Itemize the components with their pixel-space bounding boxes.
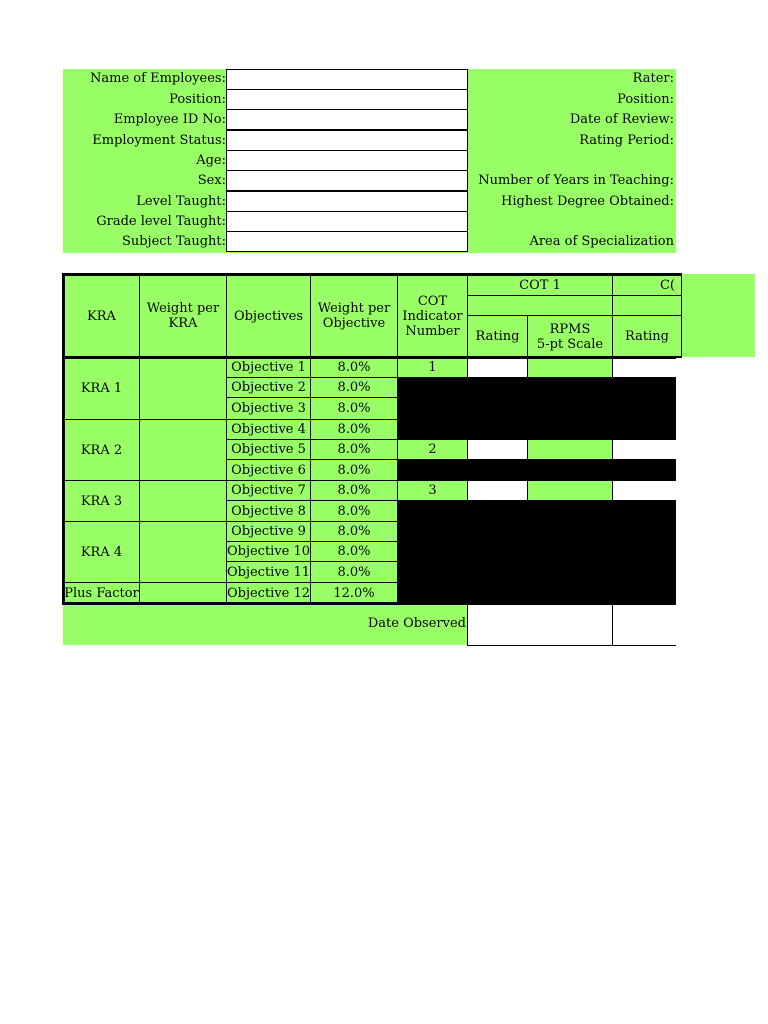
header-kra: KRA [63, 274, 140, 358]
header-rating: Rating [467, 315, 528, 358]
objective-cell: Objective 10 [226, 541, 311, 562]
objective-weight: 8.0% [310, 459, 398, 481]
age-field[interactable] [226, 150, 468, 171]
cot2-date-observed-field[interactable] [612, 604, 682, 646]
objective-cell: Objective 7 [226, 480, 311, 501]
label-employee-id: Employee ID No: [113, 112, 226, 127]
cot-indicator-3: 3 [397, 480, 468, 501]
header-objectives: Objectives [226, 274, 311, 358]
label-rating-period: Rating Period: [579, 133, 674, 148]
table-body-border [62, 356, 682, 605]
label-highest-degree: Highest Degree Obtained: [501, 194, 674, 209]
objective-cell: Objective 6 [226, 459, 311, 481]
cot1-date-observed-field[interactable] [467, 604, 613, 646]
header-cot-2: C( [612, 274, 682, 296]
header-weight-per-kra: Weight per KRA [139, 274, 227, 358]
objective-cell: Objective 9 [226, 521, 311, 542]
objective-weight: 8.0% [310, 541, 398, 562]
objective-weight: 8.0% [310, 397, 398, 420]
employee-id-field[interactable] [226, 109, 468, 130]
objective-cell: Objective 12 [226, 582, 311, 604]
label-age: Age: [196, 153, 226, 168]
objective-cell: Objective 2 [226, 377, 311, 398]
grade-level-taught-field[interactable] [226, 211, 468, 232]
label-years-in-teaching: Number of Years in Teaching: [478, 173, 674, 188]
employment-status-field[interactable] [226, 130, 468, 151]
level-taught-field[interactable] [226, 191, 468, 212]
objective-cell: Objective 5 [226, 439, 311, 460]
kra-3-cell: KRA 3 [63, 480, 140, 522]
date-observed-label: Date Observed [367, 616, 466, 631]
label-rater: Rater: [632, 71, 674, 86]
objective-cell: Objective 11 [226, 561, 311, 583]
objective-weight: 8.0% [310, 377, 398, 398]
cot-indicator-1: 1 [397, 357, 468, 378]
label-name-of-employees: Name of Employees: [90, 71, 226, 86]
objective-weight: 8.0% [310, 561, 398, 583]
table-header-border [62, 273, 682, 359]
objective-cell: Objective 8 [226, 500, 311, 522]
objective-weight: 8.0% [310, 480, 398, 501]
objective-cell: Objective 4 [226, 419, 311, 440]
header-weight-per-objective: Weight per Objective [310, 274, 398, 358]
objective-weight: 8.0% [310, 439, 398, 460]
sex-field[interactable] [226, 170, 468, 191]
label-grade-level-taught: Grade level Taught: [96, 214, 226, 229]
label-level-taught: Level Taught: [136, 194, 226, 209]
header-rpms-5pt-scale: RPMS 5-pt Scale [527, 315, 613, 358]
header-rating-2: Rating [612, 315, 682, 358]
page-clip [676, 358, 768, 658]
objective-weight: 8.0% [310, 500, 398, 522]
objective-cell: Objective 1 [226, 357, 311, 378]
name-of-employees-field[interactable] [226, 69, 468, 90]
header-cot-indicator-number: COT Indicator Number [397, 274, 468, 358]
label-subject-taught: Subject Taught: [121, 234, 226, 249]
label-area-of-specialization: Area of Specialization [529, 234, 674, 249]
objective-cell: Objective 3 [226, 397, 311, 420]
kra-1-cell: KRA 1 [63, 357, 140, 420]
objective-weight: 8.0% [310, 419, 398, 440]
subject-taught-field[interactable] [226, 231, 468, 252]
label-rater-position: Position: [617, 92, 674, 107]
label-date-of-review: Date of Review: [569, 112, 674, 127]
label-employment-status: Employment Status: [92, 133, 226, 148]
label-sex: Sex: [197, 173, 226, 188]
cot-indicator-2: 2 [397, 439, 468, 460]
label-position: Position: [169, 92, 226, 107]
kra-2-cell: KRA 2 [63, 419, 140, 481]
kra-4-cell: KRA 4 [63, 521, 140, 583]
position-field[interactable] [226, 89, 468, 110]
objective-weight: 8.0% [310, 357, 398, 378]
overflow-header-strip [676, 274, 755, 357]
objective-weight: 12.0% [310, 582, 398, 604]
plus-factor-cell: Plus Factor [63, 582, 140, 604]
objective-weight: 8.0% [310, 521, 398, 542]
header-cot-1: COT 1 [467, 274, 613, 296]
